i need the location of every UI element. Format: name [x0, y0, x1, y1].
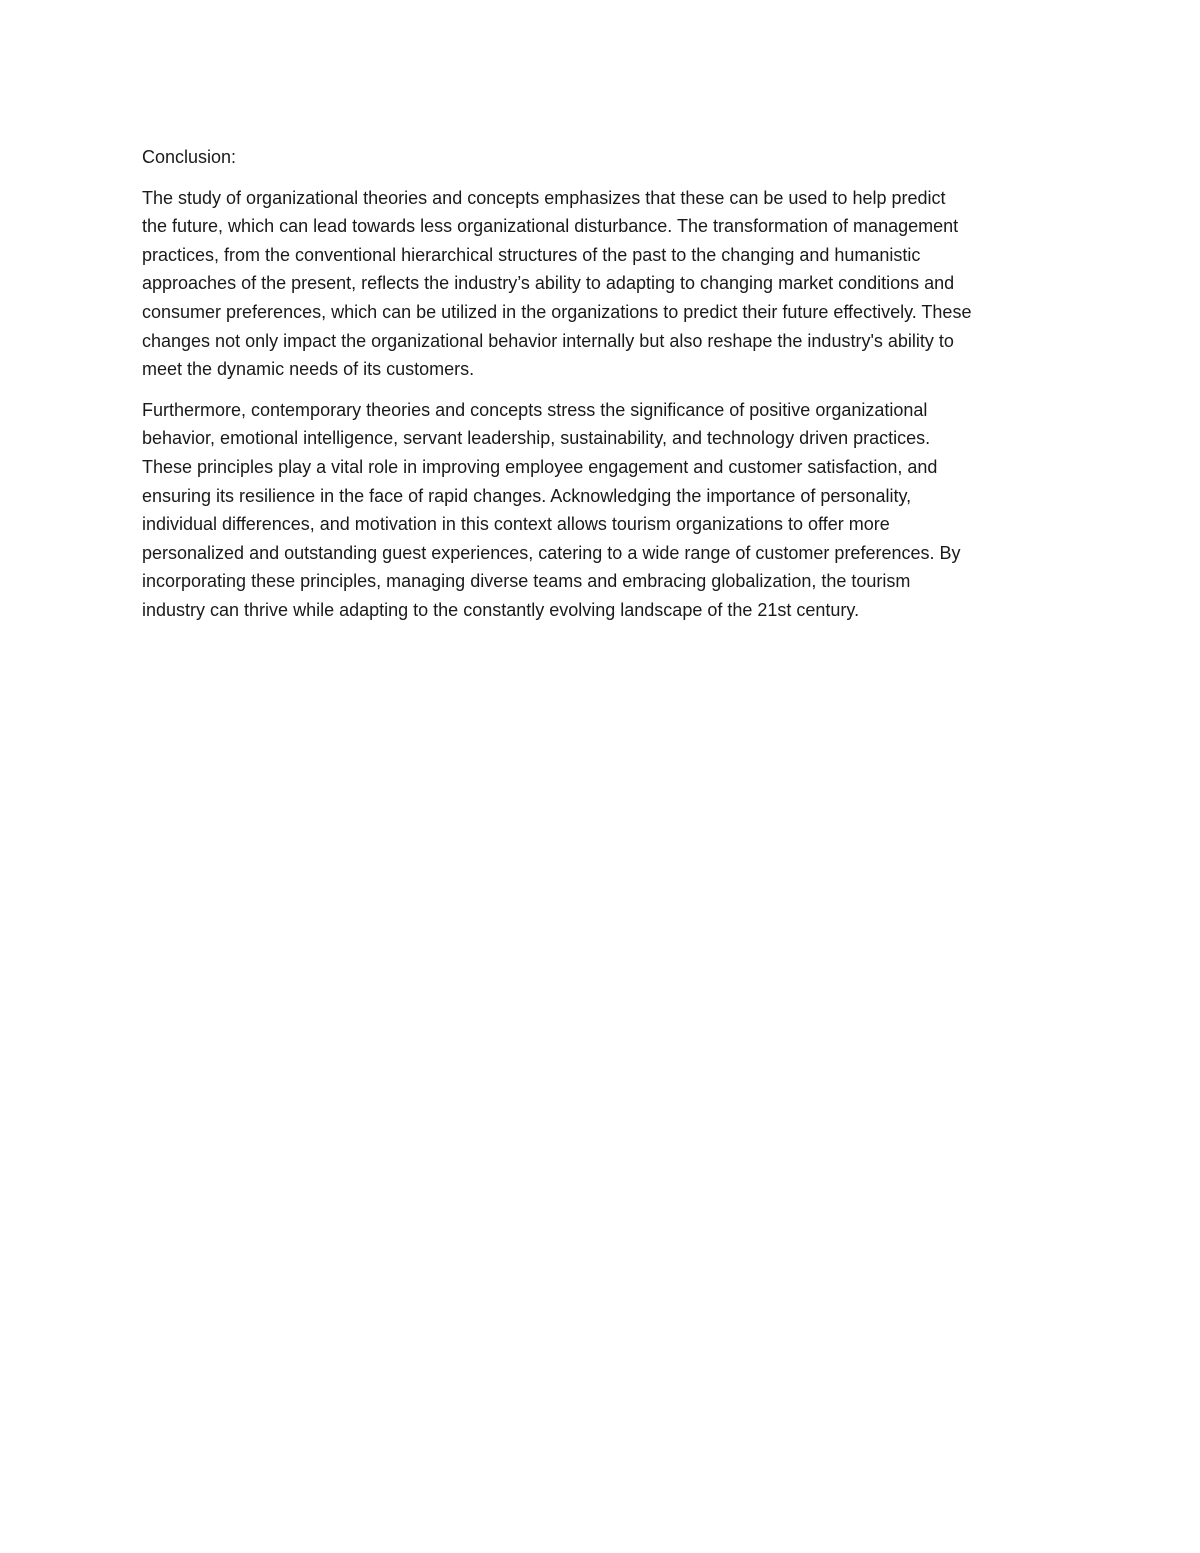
paragraph-line: practices, from the conventional hierarchical structures of the past to the changing and humanistic	[142, 244, 921, 265]
paragraph-line: meet the dynamic needs of its customers.	[142, 359, 475, 380]
paragraph-line: consumer preferences, which can be utilized in the organizations to predict their future effectively. These	[142, 301, 972, 322]
paragraph-line: These principles play a vital role in improving employee engagement and customer satisfaction, and	[142, 456, 938, 477]
paragraph-line: the future, which can lead towards less organizational disturbance. The transformation of management	[142, 216, 959, 237]
paragraph-line: individual differences, and motivation in this context allows tourism organizations to offer more	[142, 514, 890, 535]
paragraph-line: personalized and outstanding guest experiences, catering to a wide range of customer preferences. By	[142, 542, 961, 563]
paragraph-line: industry can thrive while adapting to the constantly evolving landscape of the 21st century.	[142, 599, 860, 620]
paragraph-line: changes not only impact the organizational behavior internally but also reshape the industry's ability to	[142, 330, 954, 351]
document-body	[142, 143, 1067, 637]
paragraph-line: ensuring its resilience in the face of rapid changes. Acknowledging the importance of personality,	[142, 485, 912, 506]
section-heading: Conclusion:	[142, 147, 237, 167]
paragraph-2	[142, 396, 1067, 625]
paragraph-line: incorporating these principles, managing diverse teams and embracing globalization, the tourism	[142, 571, 911, 592]
paragraph-line: approaches of the present, reflects the industry’s ability to adapting to changing market conditions and	[142, 273, 955, 294]
paragraph-line: behavior, emotional intelligence, servant leadership, sustainability, and technology driven practices.	[142, 428, 931, 449]
paragraph-line: Furthermore, contemporary theories and concepts stress the significance of positive organizational	[142, 399, 928, 420]
paragraph-line: The study of organizational theories and concepts emphasizes that these can be used to help predict	[142, 187, 946, 208]
paragraph-1	[142, 184, 1067, 384]
